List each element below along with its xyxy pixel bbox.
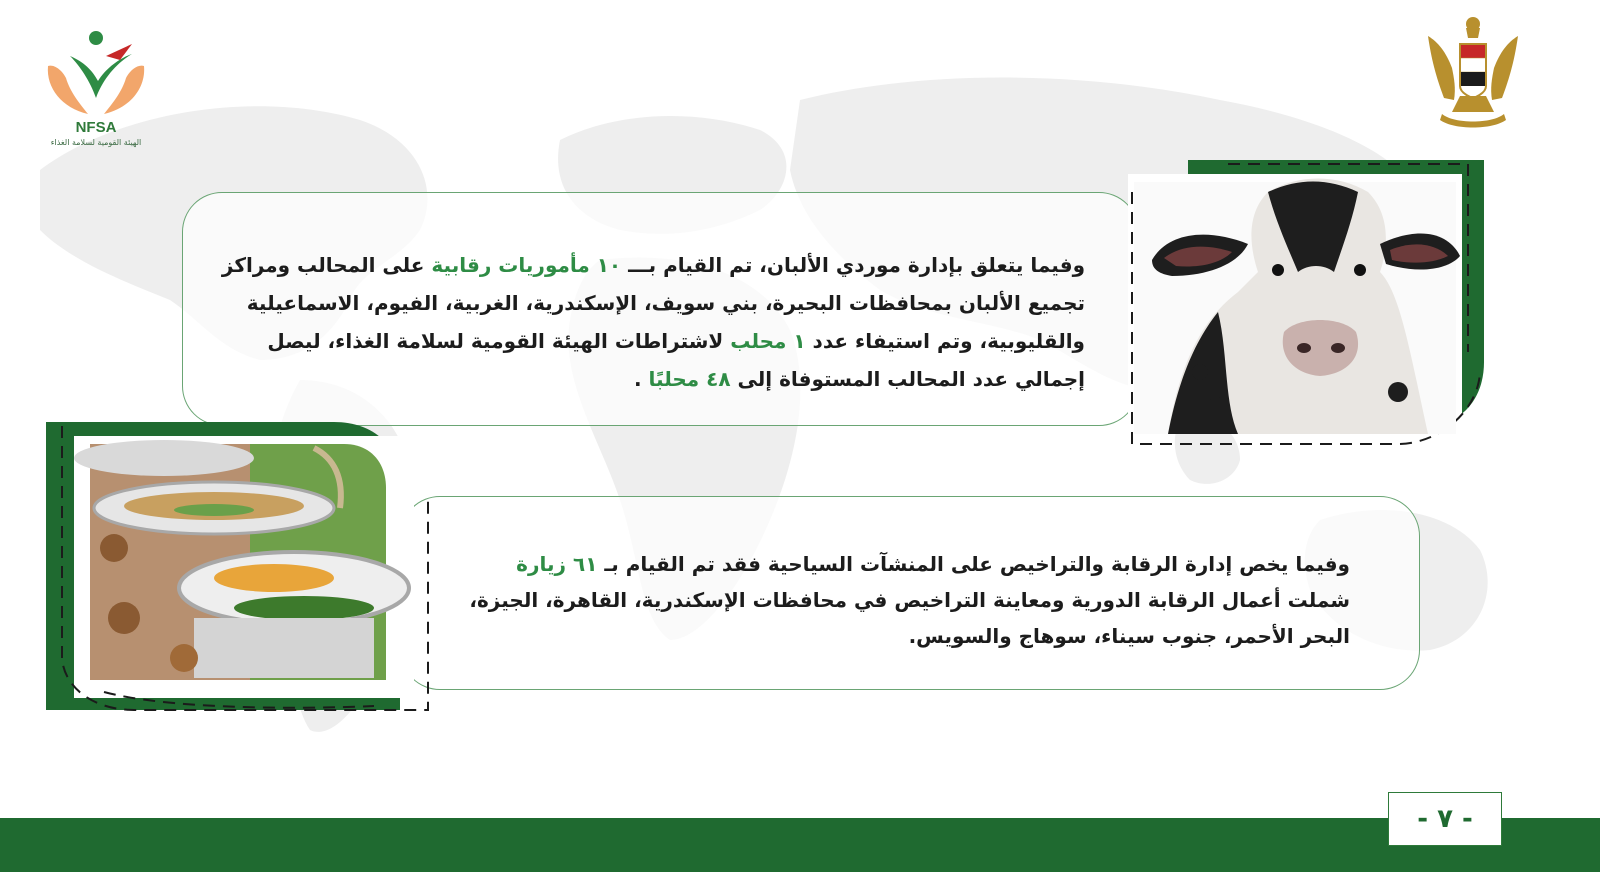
buffet-food-photo <box>74 440 409 680</box>
footer-bar <box>0 818 1600 872</box>
dairy-text-segment: لاشتراطات الهيئة القومية لسلامة الغذاء، ليصل إجمالي عدد المحالب المستوفاة إلى <box>267 329 1085 391</box>
cow-photo-frame <box>1128 152 1508 460</box>
nfsa-hands-icon <box>40 26 152 121</box>
cow-photo <box>1134 179 1460 435</box>
dairy-text-segment: على المحالب ومراكز تجميع الألبان بمحافظات البحيرة، بني سويف، الإسكندرية، الغربية، الفيوم، الاسماعيلية والقليوبية، وتم استيفاء عدد <box>221 253 1085 353</box>
page-number: - ٧ - <box>1388 792 1502 846</box>
nfsa-logo <box>40 26 160 156</box>
buffet-photo-frame <box>44 418 436 723</box>
tourism-text-segment: وفيما يخص إدارة الرقابة والتراخيص على المنشآت السياحية فقد تم القيام بـ <box>597 552 1350 576</box>
dairy-missions-count: ١٠ مأموريات رقابية <box>431 253 622 277</box>
nfsa-abbreviation: NFSA <box>75 119 117 136</box>
dairy-section-paragraph <box>200 246 1085 398</box>
dairy-text-segment: وفيما يتعلق بإدارة موردي الألبان، تم القيام بـــ <box>621 253 1085 277</box>
tourism-text-segment: شملت أعمال الرقابة الدورية ومعاينة التراخيص في محافظات الإسكندرية، القاهرة، الجيزة، البحر الأحمر، جنوب سيناء، سوهاج والسويس. <box>469 588 1350 648</box>
egypt-eagle-emblem-icon <box>1424 12 1522 130</box>
tourism-section-paragraph <box>450 546 1350 654</box>
nfsa-full-name: الهيئة القومية لسلامة الغذاء <box>50 138 142 147</box>
dairy-text-segment: . <box>633 367 649 391</box>
tourism-visits-count: ٦١ زيارة <box>516 552 598 576</box>
dairy-compliant-count: ١ محلب <box>730 329 806 353</box>
dairy-total-count: ٤٨ محلبًا <box>648 367 731 391</box>
